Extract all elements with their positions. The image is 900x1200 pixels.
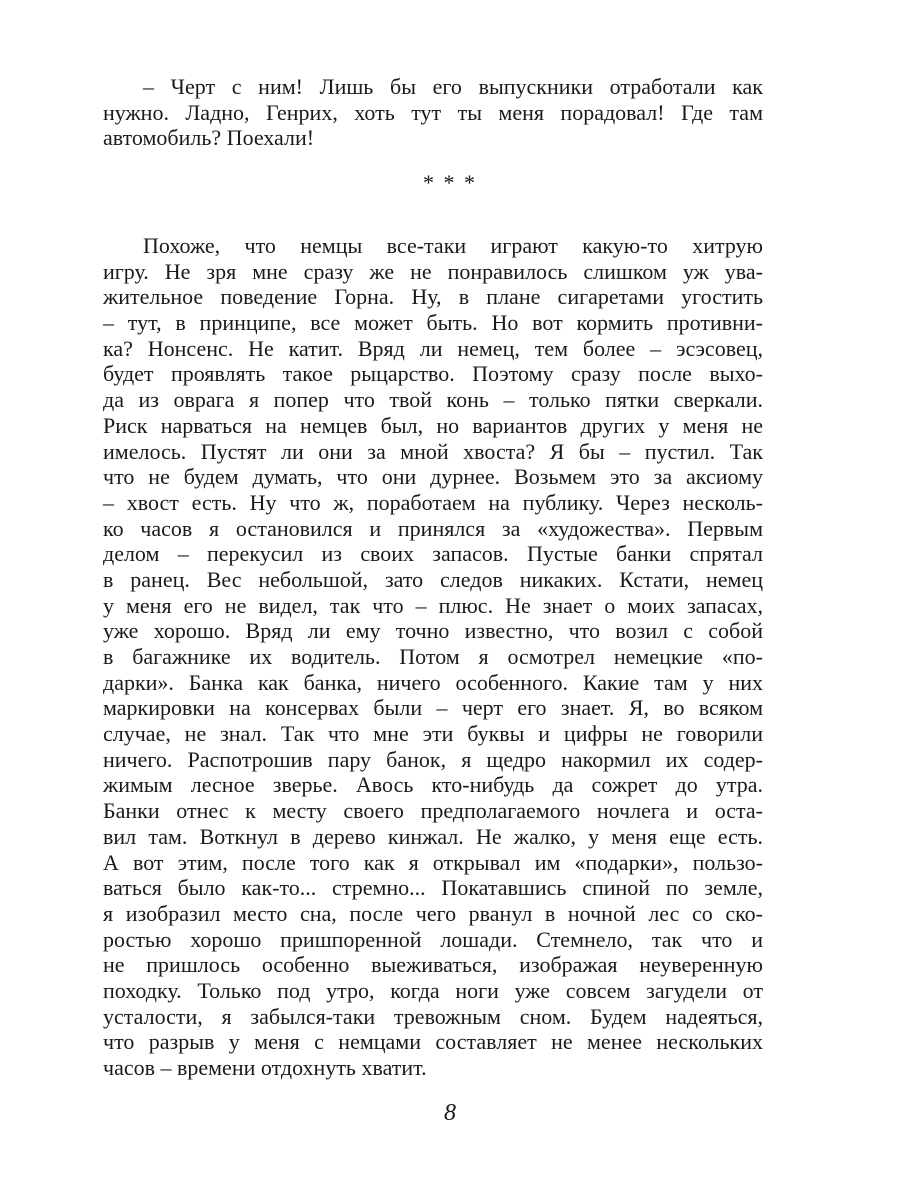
paragraph-line: часов – времени отдохнуть хватит. [103, 1055, 427, 1080]
paragraph-line: ростью хорошо пришпоренной лошади. Стемнело, так что и [103, 926, 763, 952]
paragraph-line: что разрыв у меня с немцами составляет не менее нескольких [103, 1029, 763, 1055]
paragraph-line: ваться было как-то... стремно... Покатавшись спиной по земле, [103, 875, 763, 901]
paragraph-line: уже хорошо. Вряд ли ему точно известно, что возил с собой [103, 618, 763, 644]
paragraph-line: в ранец. Вес небольшой, зато следов никаких. Кстати, немец [103, 566, 763, 592]
paragraph-line: будет проявлять такое рыцарство. Поэтому сразу после выхо- [103, 361, 763, 387]
paragraph-line: игру. Не зря мне сразу же не понравилось слишком уж ува- [103, 258, 763, 284]
paragraph-line: делом – перекусил из своих запасов. Пустые банки спрятал [103, 541, 763, 567]
dialogue-block [103, 74, 763, 151]
paragraph-line: в багажнике их водитель. Потом я осмотрел немецкие «по- [103, 644, 763, 669]
paragraph-line: Похоже, что немцы все-таки играют какую-то хитрую [143, 233, 763, 258]
paragraph-line: да из оврага я попер что твой конь – только пятки сверкали. [103, 387, 763, 413]
main-paragraph [103, 233, 763, 1081]
paragraph-line: ка? Нонсенс. Не катит. Вряд ли немец, тем более – эсэсовец, [103, 335, 763, 361]
paragraph-line: А вот этим, после того как я открывал им «подарки», пользо- [103, 849, 763, 875]
paragraph-line: – хвост есть. Ну что ж, поработаем на публику. Через несколь- [103, 489, 763, 515]
paragraph-line: я изобразил место сна, после чего рванул в ночной лес со ско- [103, 900, 763, 926]
dialogue-line: нужно. Ладно, Генрих, хоть тут ты меня порадовал! Где там [103, 99, 763, 125]
dialogue-line: автомобиль? Поехали! [103, 125, 315, 151]
paragraph-line: не пришлось особенно выеживаться, изображая неуверенную [103, 952, 763, 978]
paragraph-line: – тут, в принципе, все может быть. Но вот кормить противни- [103, 310, 763, 336]
page-number: 8 [444, 1100, 456, 1126]
paragraph-line: жительное поведение Горна. Ну, в плане сигаретами угостить [103, 284, 763, 310]
paragraph-line: походку. Только под утро, когда ноги уже совсем загудели от [103, 977, 763, 1003]
paragraph-line: Риск нарваться на немцев был, но вариантов других у меня не [103, 412, 763, 438]
section-separator: * * * [423, 170, 477, 195]
paragraph-line: случае, не знал. Так что мне эти буквы и цифры не говорили [103, 721, 763, 747]
paragraph-line: дарки». Банка как банка, ничего особенного. Какие там у них [103, 669, 763, 695]
paragraph-line: маркировки на консервах были – черт его знает. Я, во всяком [103, 695, 763, 721]
paragraph-line: имелось. Пустят ли они за мной хвоста? Я бы – пустил. Так [103, 438, 763, 464]
paragraph-line: у меня его не видел, так что – плюс. Не знает о моих запасах, [103, 592, 763, 618]
dialogue-line: – Черт с ним! Лишь бы его выпускники отработали как [143, 74, 763, 99]
paragraph-line: усталости, я забылся-таки тревожным сном. Будем надеяться, [103, 1003, 763, 1029]
paragraph-line: вил там. Воткнул в дерево кинжал. Не жалко, у меня еще есть. [103, 823, 763, 849]
paragraph-line: Банки отнес к месту своего предполагаемого ночлега и оста- [103, 798, 763, 824]
paragraph-line: что не будем думать, что они дурнее. Возьмем это за аксиому [103, 464, 763, 490]
paragraph-line: жимым лесное зверье. Авось кто-нибудь да сожрет до утра. [103, 772, 763, 798]
paragraph-line: ничего. Распотрошив пару банок, я щедро накормил их содер- [103, 746, 763, 772]
paragraph-line: ко часов я остановился и принялся за «художества». Первым [103, 515, 763, 541]
